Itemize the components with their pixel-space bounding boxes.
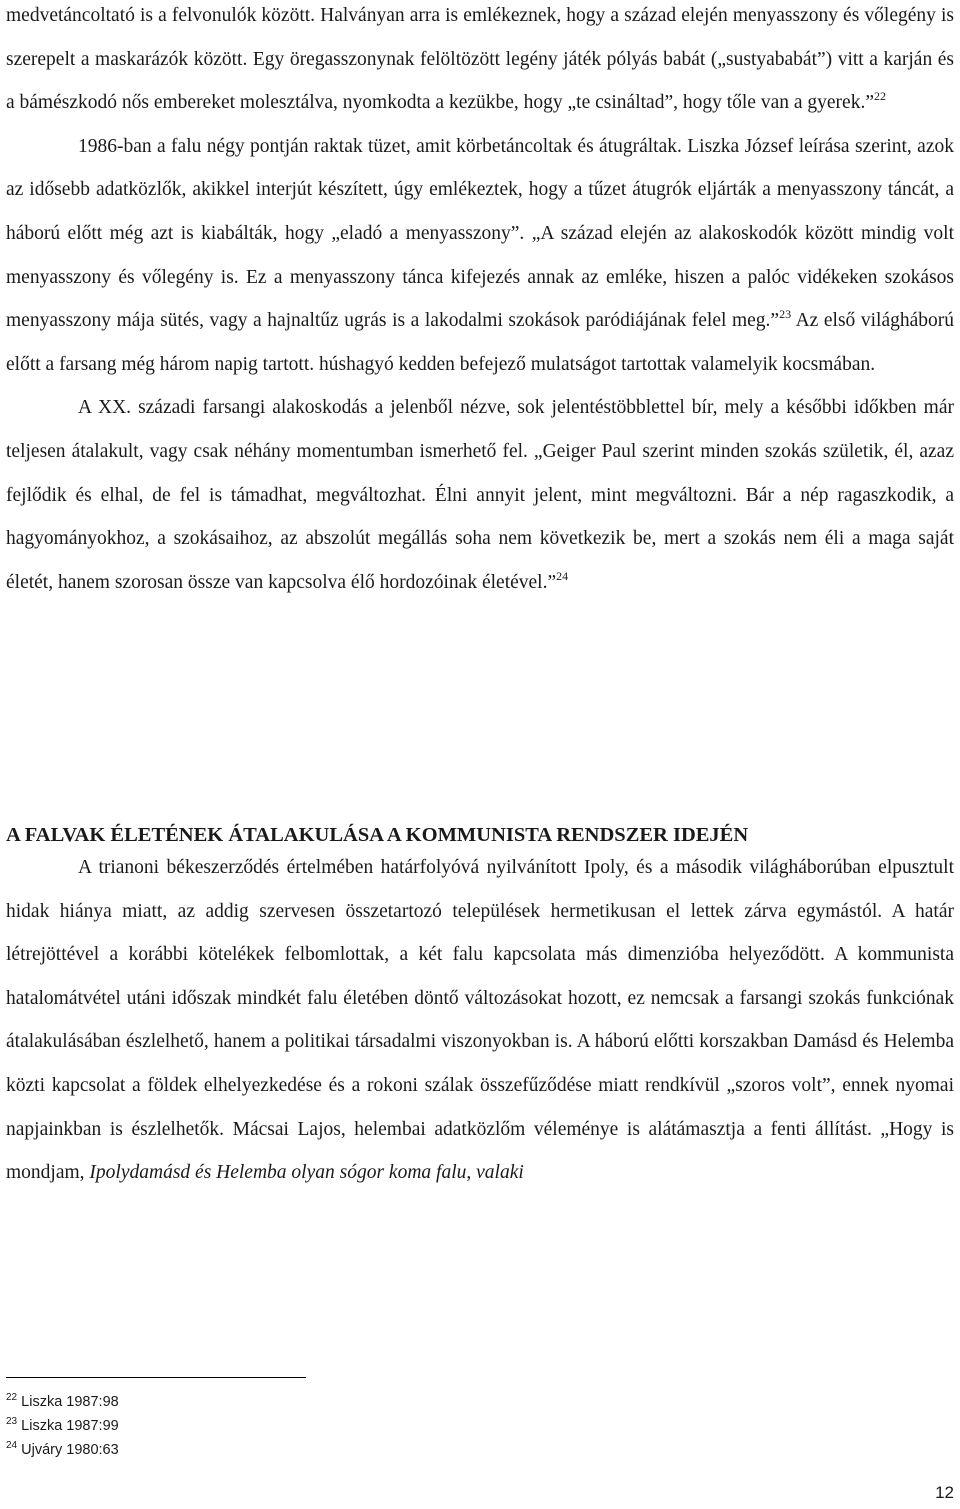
paragraph-text: 1986-ban a falu négy pontján raktak tüzet, amit körbetáncoltak és átugráltak. Liszka József leírása szerint, azok az idősebb adatközlők, akikkel interjút készített, úgy emlékeztek, hogy a tűzet átugrók eljárták a menyasszony táncát, a háború előtt még azt is kiabálták, hogy „eladó a menyasszony”. „A század elején az alakoskodók között mindig volt menyasszony és vőlegény is. Ez a menyasszony tánca kifejezés annak az emléke, hiszen a palóc vidékeken szokásos menyasszony mája sütés, vagy a hajnaltűz ugrás is a lakodalmi szokások paródiájának felel meg.” [6,135,954,332]
paragraph-bonfires [6,125,954,387]
footnote-ref-24: 24 [556,568,569,583]
footnote-text: Liszka 1987:98 [21,1394,119,1410]
footnote-23 [6,1414,119,1438]
paragraph-carnival-bride [6,0,954,125]
page-number: 12 [935,1483,954,1502]
footnote-number: 24 [6,1440,18,1451]
footnote-text: Liszka 1987:99 [21,1418,119,1434]
section-heading: A FALVAK ÉLETÉNEK ÁTALAKULÁSA A KOMMUNISTA RENDSZER IDEJÉN [6,824,749,846]
footnote-number: 23 [6,1416,18,1427]
italic-quote: Ipolydamásd és Helemba olyan sógor koma falu, valaki [89,1162,524,1184]
footnote-ref-22: 22 [873,89,886,104]
footnote-24 [6,1438,119,1462]
paragraph-text: A XX. századi farsangi alakoskodás a jelenből nézve, sok jelentéstöbblettel bír, mely a későbbi időkben már teljesen átalakult, vagy csak néhány momentumban ismerhető fel. „Geiger Paul szerint minden szokás születik, él, azaz fejlődik és elhal, de fel is támadhat, megváltozhat. Élni annyit jelent, mint megváltozni. Bár a nép ragaszkodik, a hagyományokhoz, a szokásaihoz, az abszolút megállás soha nem következik be, mert a szokás nem éli a maga saját életét, hanem szorosan össze van kapcsolva élő hordozóinak életével.” [6,397,954,593]
footnote-number: 22 [6,1392,18,1403]
paragraph-text-continued: Az első világháború előtt a farsang még három napig tartott. húshagyó kedden befejező mulatságot tartottak valamelyik kocsmában. [6,310,954,375]
paragraph-communist-era [6,846,954,1195]
body-text-block-2 [6,846,954,1195]
footnote-ref-23: 23 [779,307,792,322]
paragraph-text: A trianoni békeszerződés értelmében határfolyóvá nyilvánított Ipoly, és a második világháborúban elpusztult hidak hiánya miatt, az addig szervesen összetartozó települések hermetikusan el lettek zárva egymástól. A határ létrejöttével a korábbi kötelékek felbomlottak, a két falu kapcsolata más dimenzióba helyeződött. A kommunista hatalomátvétel utáni időszak mindkét falu életében döntő változásokat hozott, ez nemcsak a farsangi szokás funkciónak átalakulásában észlelhető, hanem a politikai társadalmi viszonyokban is. A háború előtti korszakban Damásd és Helemba közti kapcsolat a földek elhelyezkedése és a rokoni szálak összefűződése miatt rendkívül „szoros volt”, ennek nyomai napjainkban is észlelhetők. Mácsai Lajos, helembai adatközlőm véleménye is alátámasztja a fenti állítást. „Hogy is mondjam, [6,857,954,1184]
footnote-22 [6,1390,119,1414]
paragraph-text: medvetáncoltató is a felvonulók között. Halványan arra is emlékeznek, hogy a század elején menyasszony és vőlegény is szerepelt a maskarázók között. Egy öregasszonynak felöltözött legény játék pólyás babát („sustyababát”) vitt a karján és a bámészkodó nős embereket molesztálva, nyomkodta a kezükbe, hogy „te csináltad”, hogy tőle van a gyerek.” [6,5,954,114]
footnote-text: Ujváry 1980:63 [21,1442,119,1458]
body-text-block-1 [6,0,954,604]
footnotes [6,1390,119,1462]
paragraph-custom-change [6,386,954,604]
footnote-separator [6,1377,306,1378]
